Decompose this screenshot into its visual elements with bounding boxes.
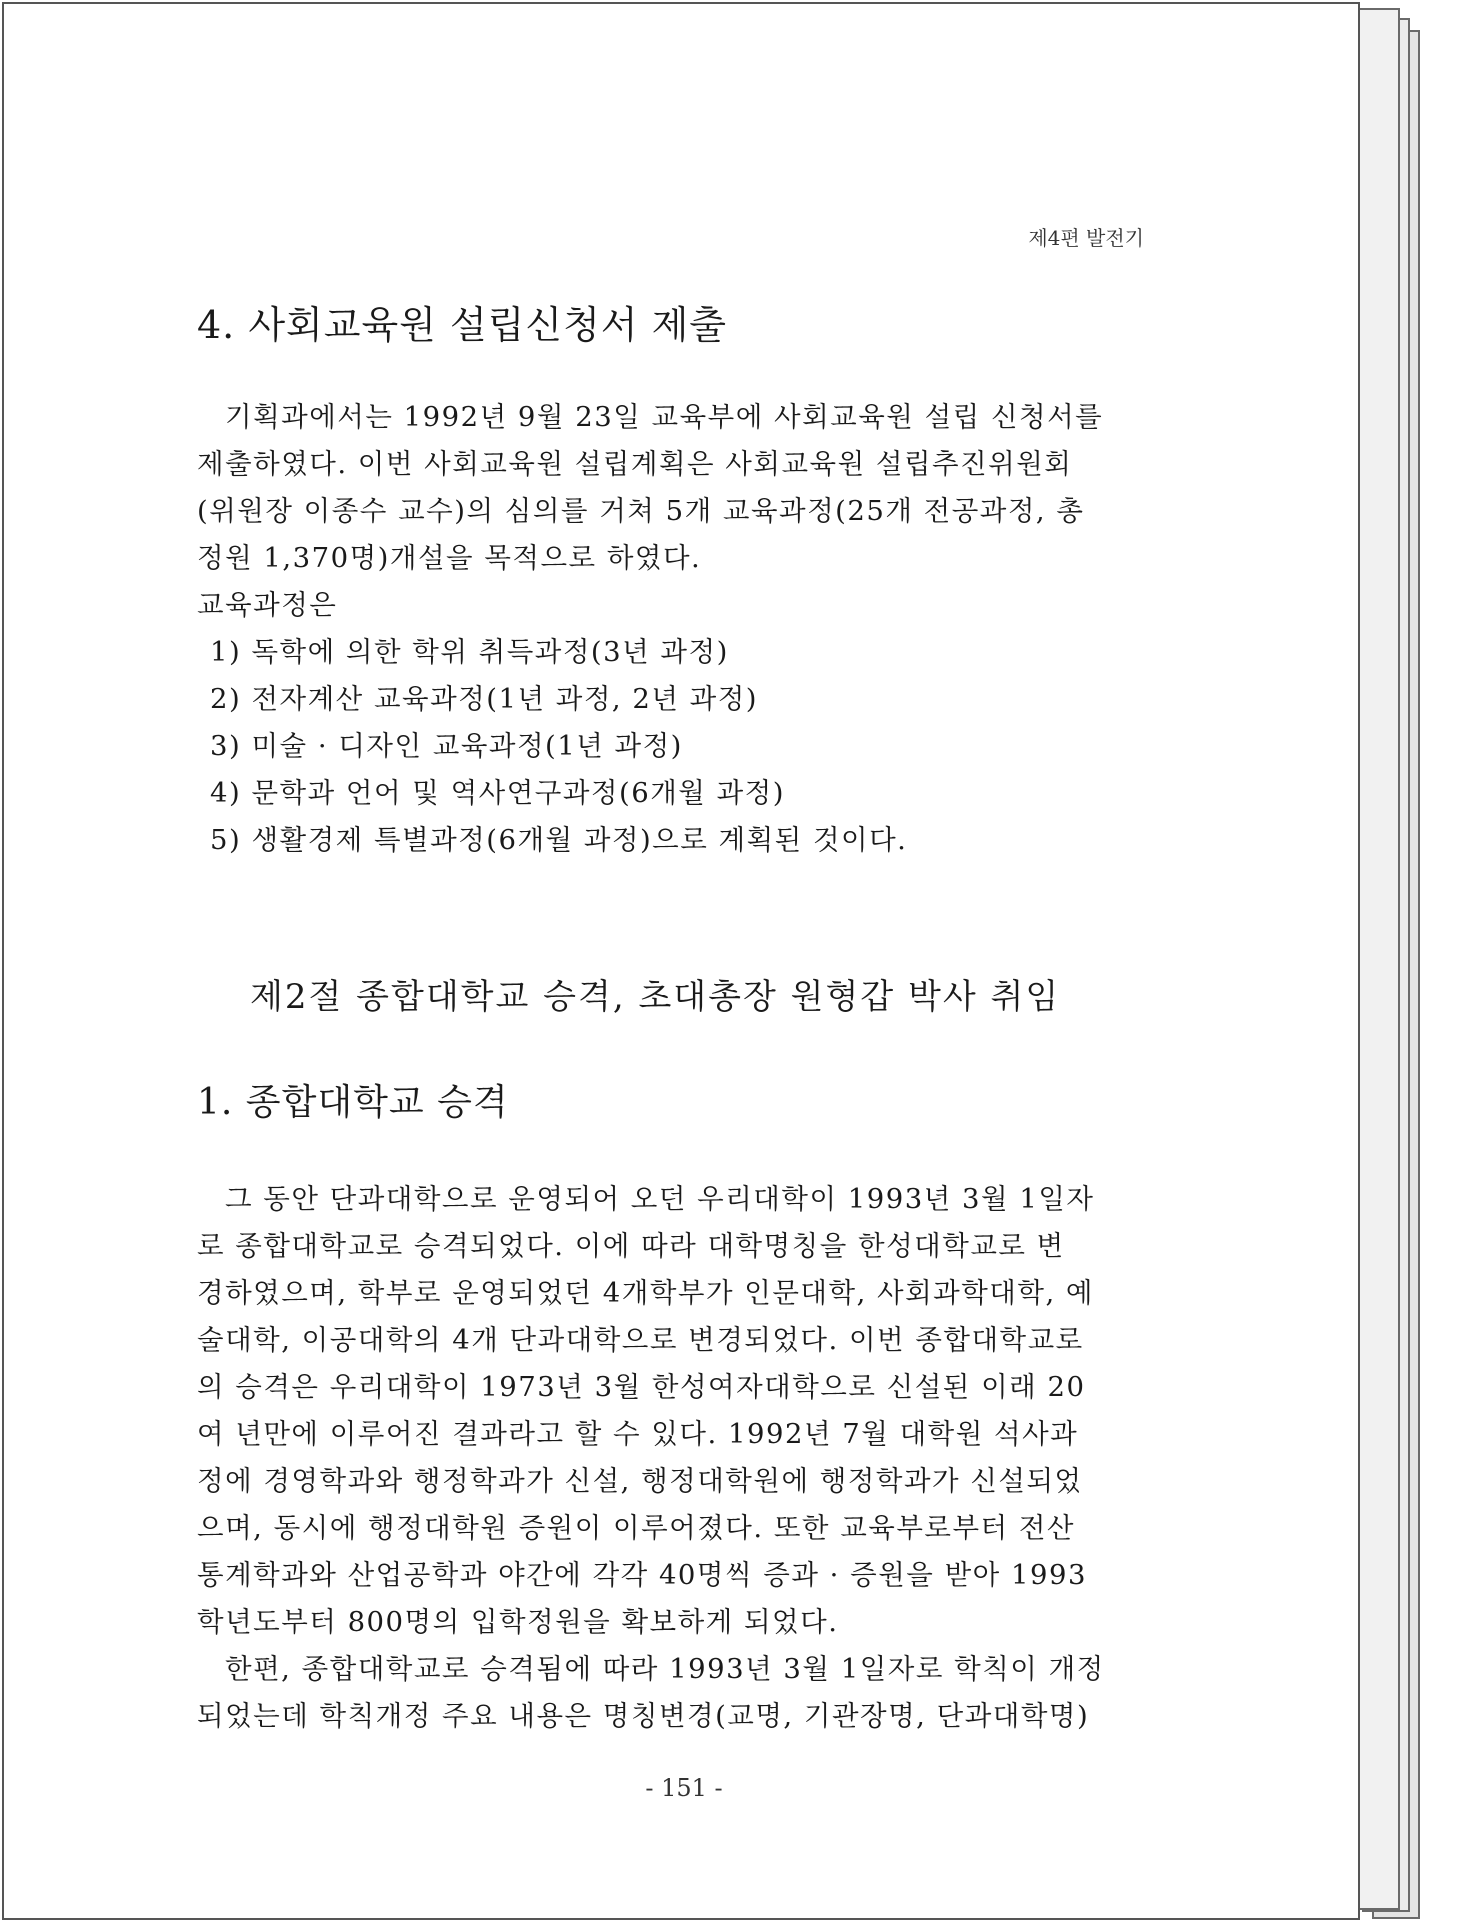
paragraph-line: 기획과에서는 1992년 9월 23일 교육부에 사회교육원 설립 신청서를 (225, 401, 1104, 433)
paragraph-line: (위원장 이종수 교수)의 심의를 거쳐 5개 교육과정(25개 전공과정, 총 (197, 495, 1085, 527)
course-list (210, 629, 907, 864)
paragraph-line: 여 년만에 이루어진 결과라고 할 수 있다. 1992년 7월 대학원 석사과 (197, 1418, 1079, 1450)
list-item: 1) 독학에 의한 학위 취득과정(3년 과정) (210, 636, 729, 668)
paragraph-line: 제출하였다. 이번 사회교육원 설립계획은 사회교육원 설립추진위원회 (197, 448, 1073, 480)
list-item: 4) 문학과 언어 및 역사연구과정(6개월 과정) (210, 777, 785, 809)
list-item: 2) 전자계산 교육과정(1년 과정, 2년 과정) (210, 683, 759, 715)
paragraph-line: 그 동안 단과대학으로 운영되어 오던 우리대학이 1993년 3월 1일자 (225, 1183, 1095, 1215)
subsection-heading: 1. 종합대학교 승격 (197, 1082, 509, 1123)
book-page (2, 2, 1360, 1920)
paragraph-line: 술대학, 이공대학의 4개 단과대학으로 변경되었다. 이번 종합대학교로 (197, 1324, 1084, 1356)
paragraph-line: 한편, 종합대학교로 승격됨에 따라 1993년 3월 1일자로 학칙이 개정 (225, 1653, 1105, 1685)
paragraph-line: 으며, 동시에 행정대학원 증원이 이루어졌다. 또한 교육부로부터 전산 (197, 1512, 1075, 1544)
page-number: - 151 - (645, 1774, 723, 1802)
paragraph-line: 되었는데 학칙개정 주요 내용은 명칭변경(교명, 기관장명, 단과대학명) (197, 1700, 1090, 1732)
paragraph-line: 정에 경영학과와 행정학과가 신설, 행정대학원에 행정학과가 신설되었 (197, 1465, 1083, 1497)
list-item: 3) 미술 · 디자인 교육과정(1년 과정) (210, 730, 683, 762)
section-heading: 4. 사회교육원 설립신청서 제출 (197, 303, 727, 347)
paragraph-line: 학년도부터 800명의 입학정원을 확보하게 되었다. (197, 1606, 839, 1638)
running-head: 제4편 발전기 (1028, 226, 1144, 250)
paragraph-line: 로 종합대학교로 승격되었다. 이에 따라 대학명칭을 한성대학교로 변 (197, 1230, 1065, 1262)
paragraph-line: 정원 1,370명)개설을 목적으로 하였다. (197, 542, 702, 574)
list-intro: 교육과정은 (197, 589, 338, 621)
list-item: 5) 생활경제 특별과정(6개월 과정)으로 계획된 것이다. (210, 824, 908, 856)
chapter-heading: 제2절 종합대학교 승격, 초대총장 원형갑 박사 취임 (250, 977, 1061, 1017)
body-paragraph (197, 1176, 1142, 1740)
paragraph-line: 경하였으며, 학부로 운영되었던 4개학부가 인문대학, 사회과학대학, 예 (197, 1277, 1094, 1309)
paragraph-line: 의 승격은 우리대학이 1973년 3월 한성여자대학으로 신설된 이래 20 (197, 1371, 1086, 1403)
paragraph-line: 통계학과와 산업공학과 야간에 각각 40명씩 증과 · 증원을 받아 1993 (197, 1559, 1087, 1591)
section-paragraph (197, 394, 1142, 629)
